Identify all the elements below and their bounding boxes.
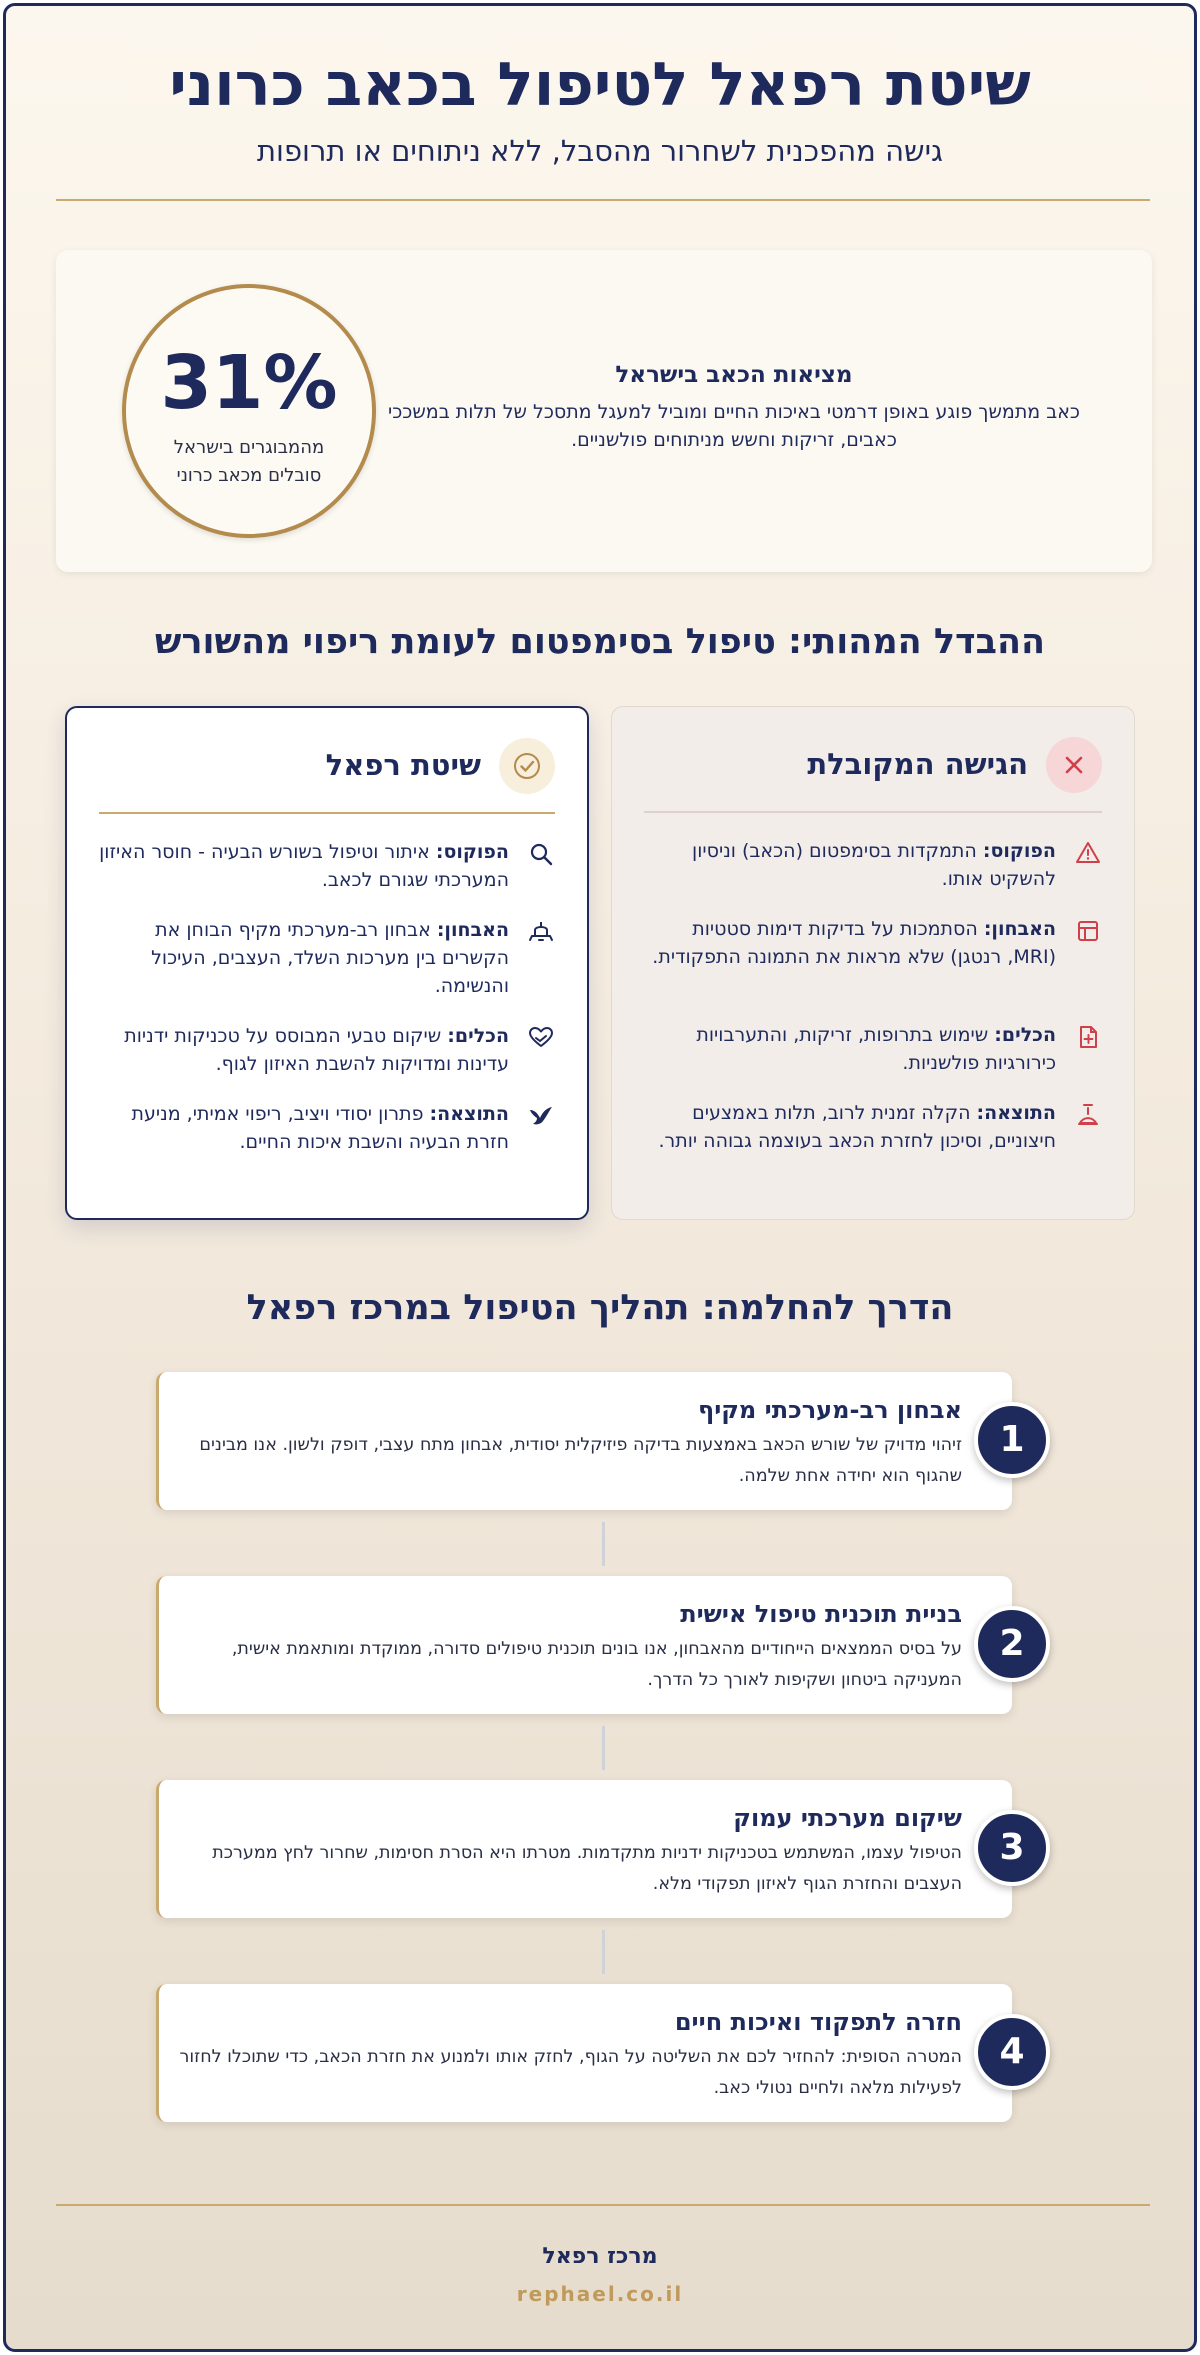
page-title: שיטת רפאל לטיפול בכאב כרוני <box>169 50 1031 120</box>
step-title: אבחון רב-מערכתי מקיף <box>698 1396 962 1424</box>
item-label: הכלים: <box>447 1025 509 1047</box>
process-step-1 <box>156 1372 1012 1510</box>
item-text: איתור וטיפול בשורש הבעיה - חוסר האיזון המערכתי שגורם לכאב. <box>99 841 509 891</box>
heart-hand-icon <box>527 1024 555 1052</box>
item-label: הפוקוס: <box>435 841 509 863</box>
conventional-approach-card <box>611 706 1135 1220</box>
x-icon <box>1046 737 1102 793</box>
infographic-page <box>3 3 1197 2352</box>
footer-url[interactable]: rephael.co.il <box>516 2282 684 2306</box>
process-step-2 <box>156 1576 1012 1714</box>
step-desc: המטרה הסופית: להחזיר לכם את השליטה על הגוף, לחזק אותו ולמנוע את חזרת הכאב, כדי שתוכלו לחזור לפעילות מלאה ולחיים נטולי כאב. <box>179 2047 962 2098</box>
nodes-icon <box>527 918 555 946</box>
stat-caption: מהמבוגרים בישראל סובלים מכאב כרוני <box>173 437 325 486</box>
step-connector <box>602 1726 605 1770</box>
item-label: האבחון: <box>436 919 509 941</box>
conventional-divider <box>644 811 1102 813</box>
raphael-item-focus <box>93 838 555 894</box>
item-text: התמקדות בסימפטום (הכאב) וניסיון להשקיט אותו. <box>692 840 1056 890</box>
timer-icon <box>1074 1101 1102 1129</box>
step-title: בניית תוכנית טיפול אישית <box>680 1600 962 1628</box>
prescription-icon <box>1074 1023 1102 1051</box>
stat-heading: מציאות הכאב בישראל <box>615 362 853 388</box>
raphael-item-result <box>93 1100 555 1156</box>
header-divider <box>56 199 1150 201</box>
item-text: הקלה זמנית לרוב, תלות באמצעים חיצוניים, וסיכון לחזרת הכאב בעוצמה גבוהה יותר. <box>658 1102 1056 1152</box>
process-step-3 <box>156 1780 1012 1918</box>
conventional-item-focus <box>638 837 1102 893</box>
item-label: הפוקוס: <box>982 840 1056 862</box>
step-desc: על בסיס הממצאים הייחודיים מהאבחון, אנו בונים תוכנית טיפולים סדורה, ממוקדת ומותאמת אישית, המעניקה ביטחון ושקיפות לאורך כל הדרך. <box>231 1639 962 1690</box>
item-text: אבחון רב-מערכתי מקיף הבוחן את הקשרים בין מערכות השלד, העצבים, העיכול והנשימה. <box>151 919 509 997</box>
process-title: הדרך להחלמה: תהליך הטיפול במרכז רפאל <box>246 1288 954 1328</box>
item-label: האבחון: <box>983 918 1056 940</box>
step-connector <box>602 1930 605 1974</box>
footer-brand: מרכז רפאל <box>542 2244 658 2269</box>
raphael-header <box>99 738 555 794</box>
process-step-4 <box>156 1984 1012 2122</box>
item-text: שיקום טבעי המבוסס על טכניקות ידניות עדינות ומדויקות להשבת האיזון לגוף. <box>124 1025 509 1075</box>
item-text: הסתמכות על בדיקות דימות סטטיות (MRI, רנטגן) שלא מראות את התמונה התפקודית. <box>652 918 1056 968</box>
step-number-badge: 3 <box>974 1810 1050 1886</box>
step-number-badge: 1 <box>974 1402 1050 1478</box>
step-number-badge: 4 <box>974 2014 1050 2090</box>
check-circle-icon <box>499 738 555 794</box>
step-number-badge: 2 <box>974 1606 1050 1682</box>
bird-icon <box>527 1102 555 1130</box>
step-desc: זיהוי מדויק של שורש הכאב באמצעות בדיקה פיזיקלית יסודית, אבחון מתח עצבי, דופק ולשון. אנו מבינים שהגוף הוא יחידה אחת שלמה. <box>199 1435 962 1486</box>
search-icon <box>527 840 555 868</box>
stat-circle <box>122 284 376 538</box>
item-label: הכלים: <box>994 1024 1056 1046</box>
conventional-header <box>644 737 1102 793</box>
step-desc: הטיפול עצמו, המשתמש בטכניקות ידניות מתקדמות. מטרתו היא הסרת חסימות, שחרור לחץ ממערכת העצבים והחזרת הגוף לאיזון תפקודי מלא. <box>212 1843 962 1894</box>
step-title: שיקום מערכתי עמוק <box>733 1804 962 1832</box>
warning-icon <box>1074 839 1102 867</box>
item-label: התוצאה: <box>976 1102 1056 1124</box>
comparison-title: ההבדל המהותי: טיפול בסימפטום לעומת ריפוי מהשורש <box>154 622 1046 662</box>
step-title: חזרה לתפקוד ואיכות חיים <box>674 2008 962 2036</box>
raphael-divider <box>99 812 555 814</box>
conventional-item-diagnosis <box>638 915 1102 971</box>
page-subtitle: גישה מהפכנית לשחרור מהסבל, ללא ניתוחים או תרופות <box>256 134 944 168</box>
raphael-item-diagnosis <box>93 916 555 1000</box>
stat-value: 31% <box>160 340 338 426</box>
item-text: שימוש בתרופות, זריקות, והתערבויות כירורגיות פולשניות. <box>696 1024 1056 1074</box>
scan-image-icon <box>1074 917 1102 945</box>
conventional-item-result <box>638 1099 1102 1155</box>
item-text: פתרון יסודי ויציב, ריפוי אמיתי, מניעת חזרת הבעיה והשבת איכות החיים. <box>131 1103 509 1153</box>
step-connector <box>602 1522 605 1566</box>
stat-text <box>384 362 1084 454</box>
stat-card <box>56 250 1152 572</box>
item-label: התוצאה: <box>429 1103 509 1125</box>
stat-body: כאב מתמשך פוגע באופן דרמטי באיכות החיים ומוביל למעגל מתסכל של תלות במשככי כאבים, זריקות וחשש מניתוחים פולשניים. <box>388 401 1080 451</box>
conventional-item-tools <box>638 1021 1102 1077</box>
raphael-method-card <box>65 706 589 1220</box>
conventional-title: הגישה המקובלת <box>807 747 1028 781</box>
raphael-title: שיטת רפאל <box>325 748 481 782</box>
footer-divider <box>56 2204 1150 2206</box>
raphael-item-tools <box>93 1022 555 1078</box>
